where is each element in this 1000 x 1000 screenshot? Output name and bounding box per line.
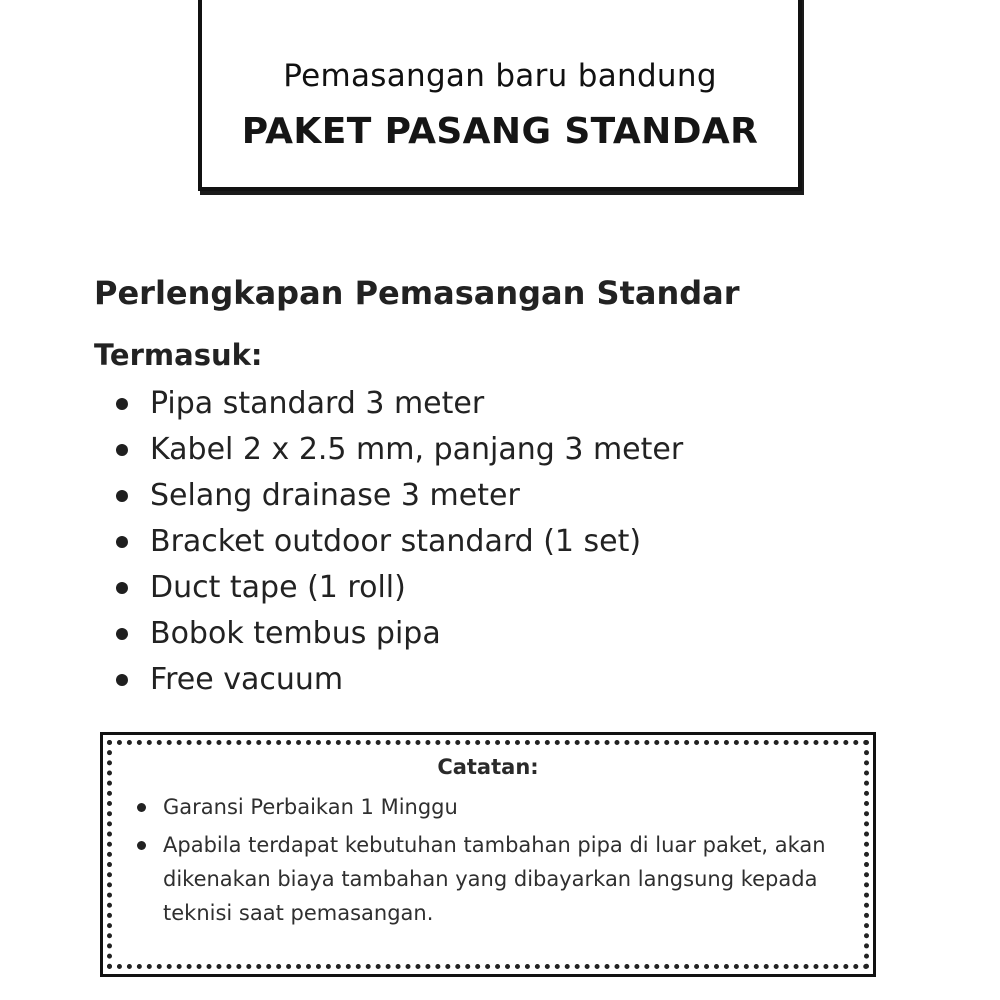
list-item-label: Pipa standard 3 meter bbox=[150, 386, 485, 421]
notes-list bbox=[137, 790, 837, 934]
list-item-label: Bobok tembus pipa bbox=[150, 616, 441, 651]
list-item bbox=[116, 565, 683, 611]
bullet-icon bbox=[116, 490, 128, 502]
bullet-icon bbox=[116, 582, 128, 594]
bullet-icon bbox=[116, 628, 128, 640]
list-item-label: Duct tape (1 roll) bbox=[150, 570, 406, 605]
list-item bbox=[116, 519, 683, 565]
notes-title: Catatan: bbox=[437, 755, 539, 779]
list-item bbox=[116, 657, 683, 703]
note-item-text: Garansi Perbaikan 1 Minggu bbox=[163, 795, 458, 819]
list-item bbox=[116, 473, 683, 519]
bullet-icon bbox=[116, 444, 128, 456]
section-title: Perlengkapan Pemasangan Standar bbox=[94, 274, 740, 312]
included-heading: Termasuk: bbox=[94, 338, 263, 372]
list-item-label: Selang drainase 3 meter bbox=[150, 478, 520, 513]
bullet-icon bbox=[116, 674, 128, 686]
header-title: PAKET PASANG STANDAR bbox=[241, 111, 759, 152]
list-item bbox=[116, 381, 683, 427]
list-item bbox=[116, 611, 683, 657]
header-subtitle: Pemasangan baru bandung bbox=[283, 58, 717, 94]
bullet-icon bbox=[137, 803, 146, 812]
header-box bbox=[198, 0, 802, 191]
list-item bbox=[116, 427, 683, 473]
note-item-text: Apabila terdapat kebutuhan tambahan pipa di luar paket, akan dikenakan biaya tambahan yang dibayarkan langsung kepada teknisi saat pemasangan. bbox=[163, 833, 826, 925]
list-item-label: Kabel 2 x 2.5 mm, panjang 3 meter bbox=[150, 432, 684, 467]
bullet-icon bbox=[116, 398, 128, 410]
bullet-icon bbox=[137, 841, 146, 850]
note-item bbox=[137, 828, 837, 930]
list-item-label: Free vacuum bbox=[150, 662, 344, 697]
note-item bbox=[137, 790, 837, 824]
notes-box bbox=[100, 732, 876, 977]
included-items-list bbox=[116, 381, 683, 703]
list-item-label: Bracket outdoor standard (1 set) bbox=[150, 524, 642, 559]
bullet-icon bbox=[116, 536, 128, 548]
